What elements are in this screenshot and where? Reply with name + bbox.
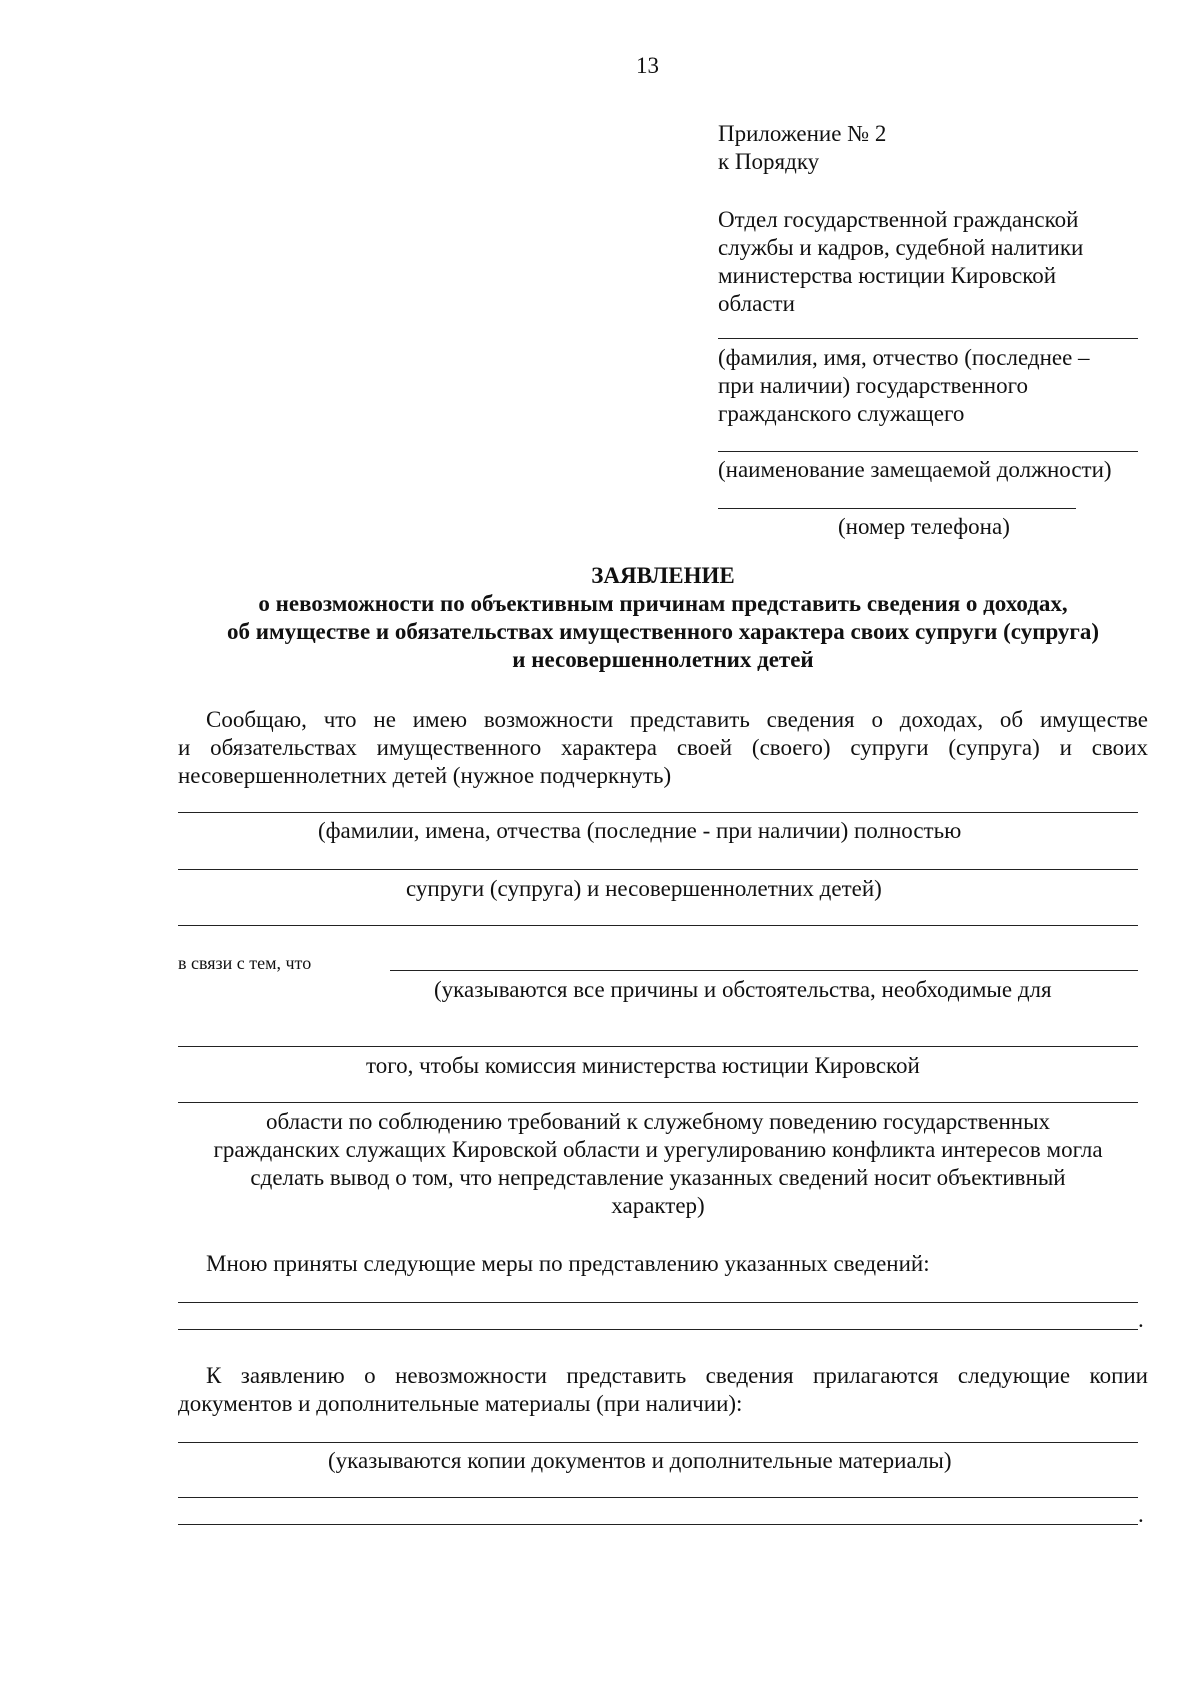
statement-line-2: и обязательствах имущественного характера своей (своего) супруги (супруга) и своих xyxy=(178,735,1148,760)
reason-blank-line-3[interactable] xyxy=(178,1102,1138,1103)
attach-blank-line-2[interactable] xyxy=(178,1497,1138,1498)
attach-blank-line-3[interactable] xyxy=(178,1524,1138,1525)
appendix-line-2: к Порядку xyxy=(718,149,820,174)
reason-hint-5: сделать вывод о том, что непредставление указанных сведений носит объективный xyxy=(250,1165,1066,1190)
attach-hint: (указываются копии документов и дополнительные материалы) xyxy=(328,1448,952,1473)
attach-line-2: документов и дополнительные материалы (при наличии): xyxy=(178,1391,743,1416)
appendix-line-1: Приложение № 2 xyxy=(718,121,887,146)
names-blank-line-3[interactable] xyxy=(178,925,1138,926)
reason-hint-2: того, чтобы комиссия министерства юстиции Кировской xyxy=(366,1053,920,1078)
addressee-line-1: Отдел государственной гражданской xyxy=(718,207,1079,232)
measures-end-dot: . xyxy=(1138,1307,1144,1332)
reason-hint-6: характер) xyxy=(611,1193,705,1218)
document-subtitle-3: и несовершеннолетних детей xyxy=(512,647,814,672)
position-blank-line[interactable] xyxy=(718,451,1138,452)
position-hint: (наименование замещаемой должности) xyxy=(718,457,1112,482)
page-number: 13 xyxy=(636,53,659,78)
phone-blank-line[interactable] xyxy=(718,508,1076,509)
fio-hint-2: при наличии) государственного xyxy=(718,373,1028,398)
measures-blank-line-2[interactable] xyxy=(178,1329,1138,1330)
names-blank-line-1[interactable] xyxy=(178,812,1138,813)
reason-label: в связи с тем, что xyxy=(178,953,312,973)
names-hint-2: супруги (супруга) и несовершеннолетних детей) xyxy=(406,876,882,901)
reason-blank-line-1[interactable] xyxy=(390,970,1138,971)
statement-line-1: Сообщаю, что не имею возможности представить сведения о доходах, об имуществе xyxy=(206,707,1148,732)
reason-hint-4: гражданских служащих Кировской области и урегулированию конфликта интересов могла xyxy=(213,1137,1103,1162)
addressee-line-3: министерства юстиции Кировской xyxy=(718,263,1057,288)
reason-blank-line-2[interactable] xyxy=(178,1046,1138,1047)
document-subtitle-1: о невозможности по объективным причинам представить сведения о доходах, xyxy=(258,591,1068,616)
reason-hint-1: (указываются все причины и обстоятельства, необходимые для xyxy=(434,977,1052,1002)
fio-blank-line[interactable] xyxy=(718,338,1138,339)
attach-end-dot: . xyxy=(1138,1502,1144,1527)
reason-hint-3: области по соблюдению требований к служебному поведению государственных xyxy=(265,1109,1051,1134)
document-title: ЗАЯВЛЕНИЕ xyxy=(591,563,735,588)
phone-hint: (номер телефона) xyxy=(838,514,1010,539)
attach-line-1: К заявлению о невозможности представить сведения прилагаются следующие копии xyxy=(206,1363,1148,1388)
addressee-line-2: службы и кадров, судебной налитики xyxy=(718,235,1084,260)
measures-text: Мною приняты следующие меры по представлению указанных сведений: xyxy=(206,1251,930,1276)
fio-hint-3: гражданского служащего xyxy=(718,401,965,426)
measures-blank-line-1[interactable] xyxy=(178,1302,1138,1303)
addressee-line-4: области xyxy=(718,291,795,316)
document-subtitle-2: об имуществе и обязательствах имущественного характера своих супруги (супруга) xyxy=(226,619,1100,644)
fio-hint-1: (фамилия, имя, отчество (последнее – xyxy=(718,345,1090,370)
attach-blank-line-1[interactable] xyxy=(178,1442,1138,1443)
names-blank-line-2[interactable] xyxy=(178,869,1138,870)
statement-line-3: несовершеннолетних детей (нужное подчеркнуть) xyxy=(178,763,672,788)
names-hint-1: (фамилии, имена, отчества (последние - при наличии) полностью xyxy=(318,818,962,843)
